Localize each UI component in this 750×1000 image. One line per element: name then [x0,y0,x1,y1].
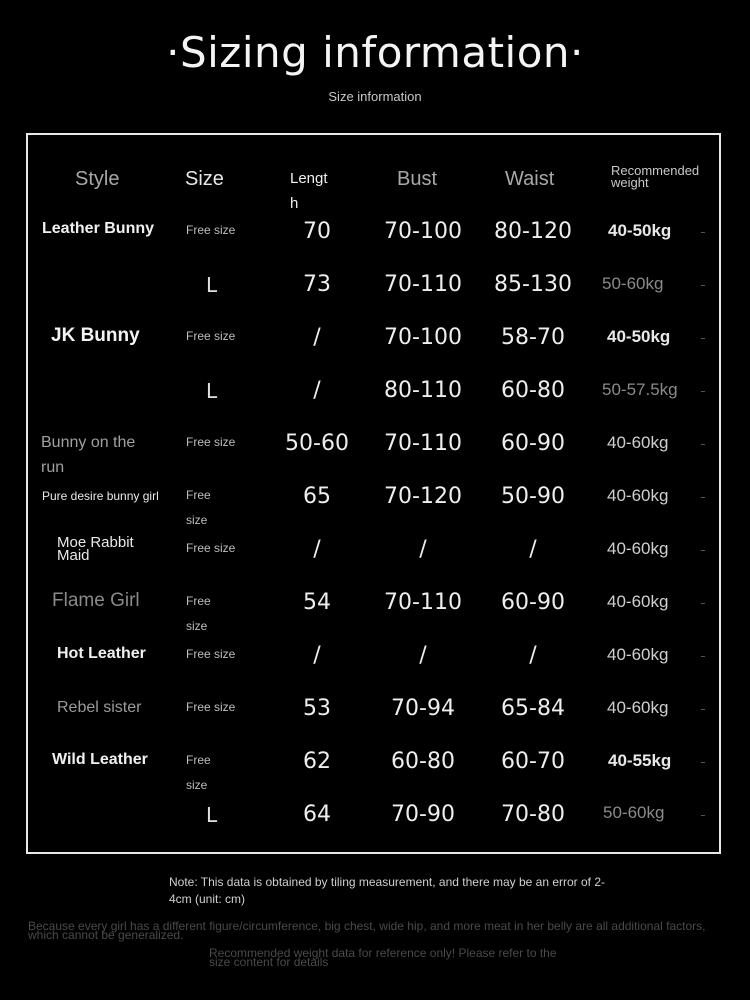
divider [701,762,705,763]
table-row-size: Free size [186,541,236,555]
table-row-style: Pure desire bunny girl [42,489,159,503]
table-row-waist: / [529,643,537,668]
table-row-style: Moe Rabbit Maid [57,534,134,564]
header-recommended-weight: Recommended weight [611,163,700,190]
table-row-bust: / [419,537,427,562]
table-row-weight: 40-50kg [607,327,671,346]
divider [701,815,705,816]
divider [701,391,705,392]
table-row-size: Free size [186,700,236,714]
table-row-bust: 70-100 [384,219,462,244]
table-row-style: Bunny on the run [41,434,136,476]
table-row-size: Free size [186,647,236,661]
table-row-waist: 80-120 [494,219,572,244]
divider [701,550,705,551]
divider [701,603,705,604]
table-row-bust: 70-90 [391,802,455,827]
table-row-weight: 50-57.5kg [602,380,678,399]
table-row-bust: 70-110 [384,590,462,615]
table-row-bust: 60-80 [391,749,455,774]
table-row-waist: 60-90 [501,590,565,615]
table-row-size: Free size [186,488,211,527]
table-row-size: Free size [186,435,236,449]
table-row-size: L [206,803,218,827]
table-row-length: / [313,643,321,668]
table-row-length: 53 [303,696,331,721]
table-row-bust: 70-110 [384,431,462,456]
table-row-length: 62 [303,749,331,774]
table-row-length: / [313,378,321,403]
table-row-waist: / [529,537,537,562]
table-row-size: Free size [186,753,211,792]
table-row-length: 70 [303,219,331,244]
table-row-length: 65 [303,484,331,509]
table-row-size: Free size [186,329,236,343]
table-row-bust: 70-110 [384,272,462,297]
table-row-waist: 58-70 [501,325,565,350]
weight-disclaimer: Recommended weight data for reference only! Please refer to the size content for details [209,946,557,969]
table-row-waist: 50-90 [501,484,565,509]
table-row-weight: 40-60kg [607,592,669,611]
table-row-bust: 70-100 [384,325,462,350]
table-row-style: Wild Leather [52,751,148,768]
table-row-length: 50-60 [285,431,349,456]
table-row-style: Leather Bunny [42,220,155,237]
divider [701,338,705,339]
table-row-style: JK Bunny [51,325,140,346]
table-row-length: 64 [303,802,331,827]
divider [701,497,705,498]
page-title: ·Sizing information· [166,28,584,77]
header-length: Lengt h [290,170,328,212]
header-size: Size [185,168,224,190]
table-row-length: / [313,537,321,562]
table-row-weight: 40-55kg [608,751,672,770]
header-bust: Bust [397,168,438,190]
divider [701,709,705,710]
figure-disclaimer: Because every girl has a different figure/circumference, big chest, wide hip, and more meat in her belly are all additional factors, which cannot be generalized. [28,919,706,942]
header-waist: Waist [505,168,555,190]
table-row-waist: 70-80 [501,802,565,827]
size-table [26,133,721,854]
table-row-length: 54 [303,590,331,615]
table-row-bust: / [419,643,427,668]
table-row-length: 73 [303,272,331,297]
table-row-bust: 70-120 [384,484,462,509]
table-row-weight: 40-50kg [608,221,672,240]
table-row-length: / [313,325,321,350]
table-row-waist: 60-90 [501,431,565,456]
table-row-weight: 40-60kg [607,433,669,452]
divider [701,232,705,233]
table-row-waist: 60-70 [501,749,565,774]
table-row-waist: 60-80 [501,378,565,403]
table-row-weight: 50-60kg [602,274,664,293]
table-row-size: Free size [186,223,236,237]
table-row-weight: 40-60kg [607,698,669,717]
table-row-style: Rebel sister [57,699,142,716]
table-row-weight: 50-60kg [603,803,665,822]
divider [701,285,705,286]
table-row-waist: 65-84 [501,696,565,721]
table-row-style: Hot Leather [57,645,146,662]
table-row-weight: 40-60kg [607,645,669,664]
header-style: Style [75,168,120,190]
measurement-note: Note: This data is obtained by tiling measurement, and there may be an error of 2-4cm (unit: cm) [169,875,606,906]
table-row-weight: 40-60kg [607,486,669,505]
table-row-size: L [206,379,218,403]
table-row-bust: 80-110 [384,378,462,403]
table-row-waist: 85-130 [494,272,572,297]
table-row-size: L [206,273,218,297]
divider [701,444,705,445]
divider [701,656,705,657]
table-row-weight: 40-60kg [607,539,669,558]
table-row-size: Free size [186,594,211,633]
table-row-style: Flame Girl [52,590,140,611]
table-row-bust: 70-94 [391,696,455,721]
page-subtitle: Size information [328,89,422,104]
